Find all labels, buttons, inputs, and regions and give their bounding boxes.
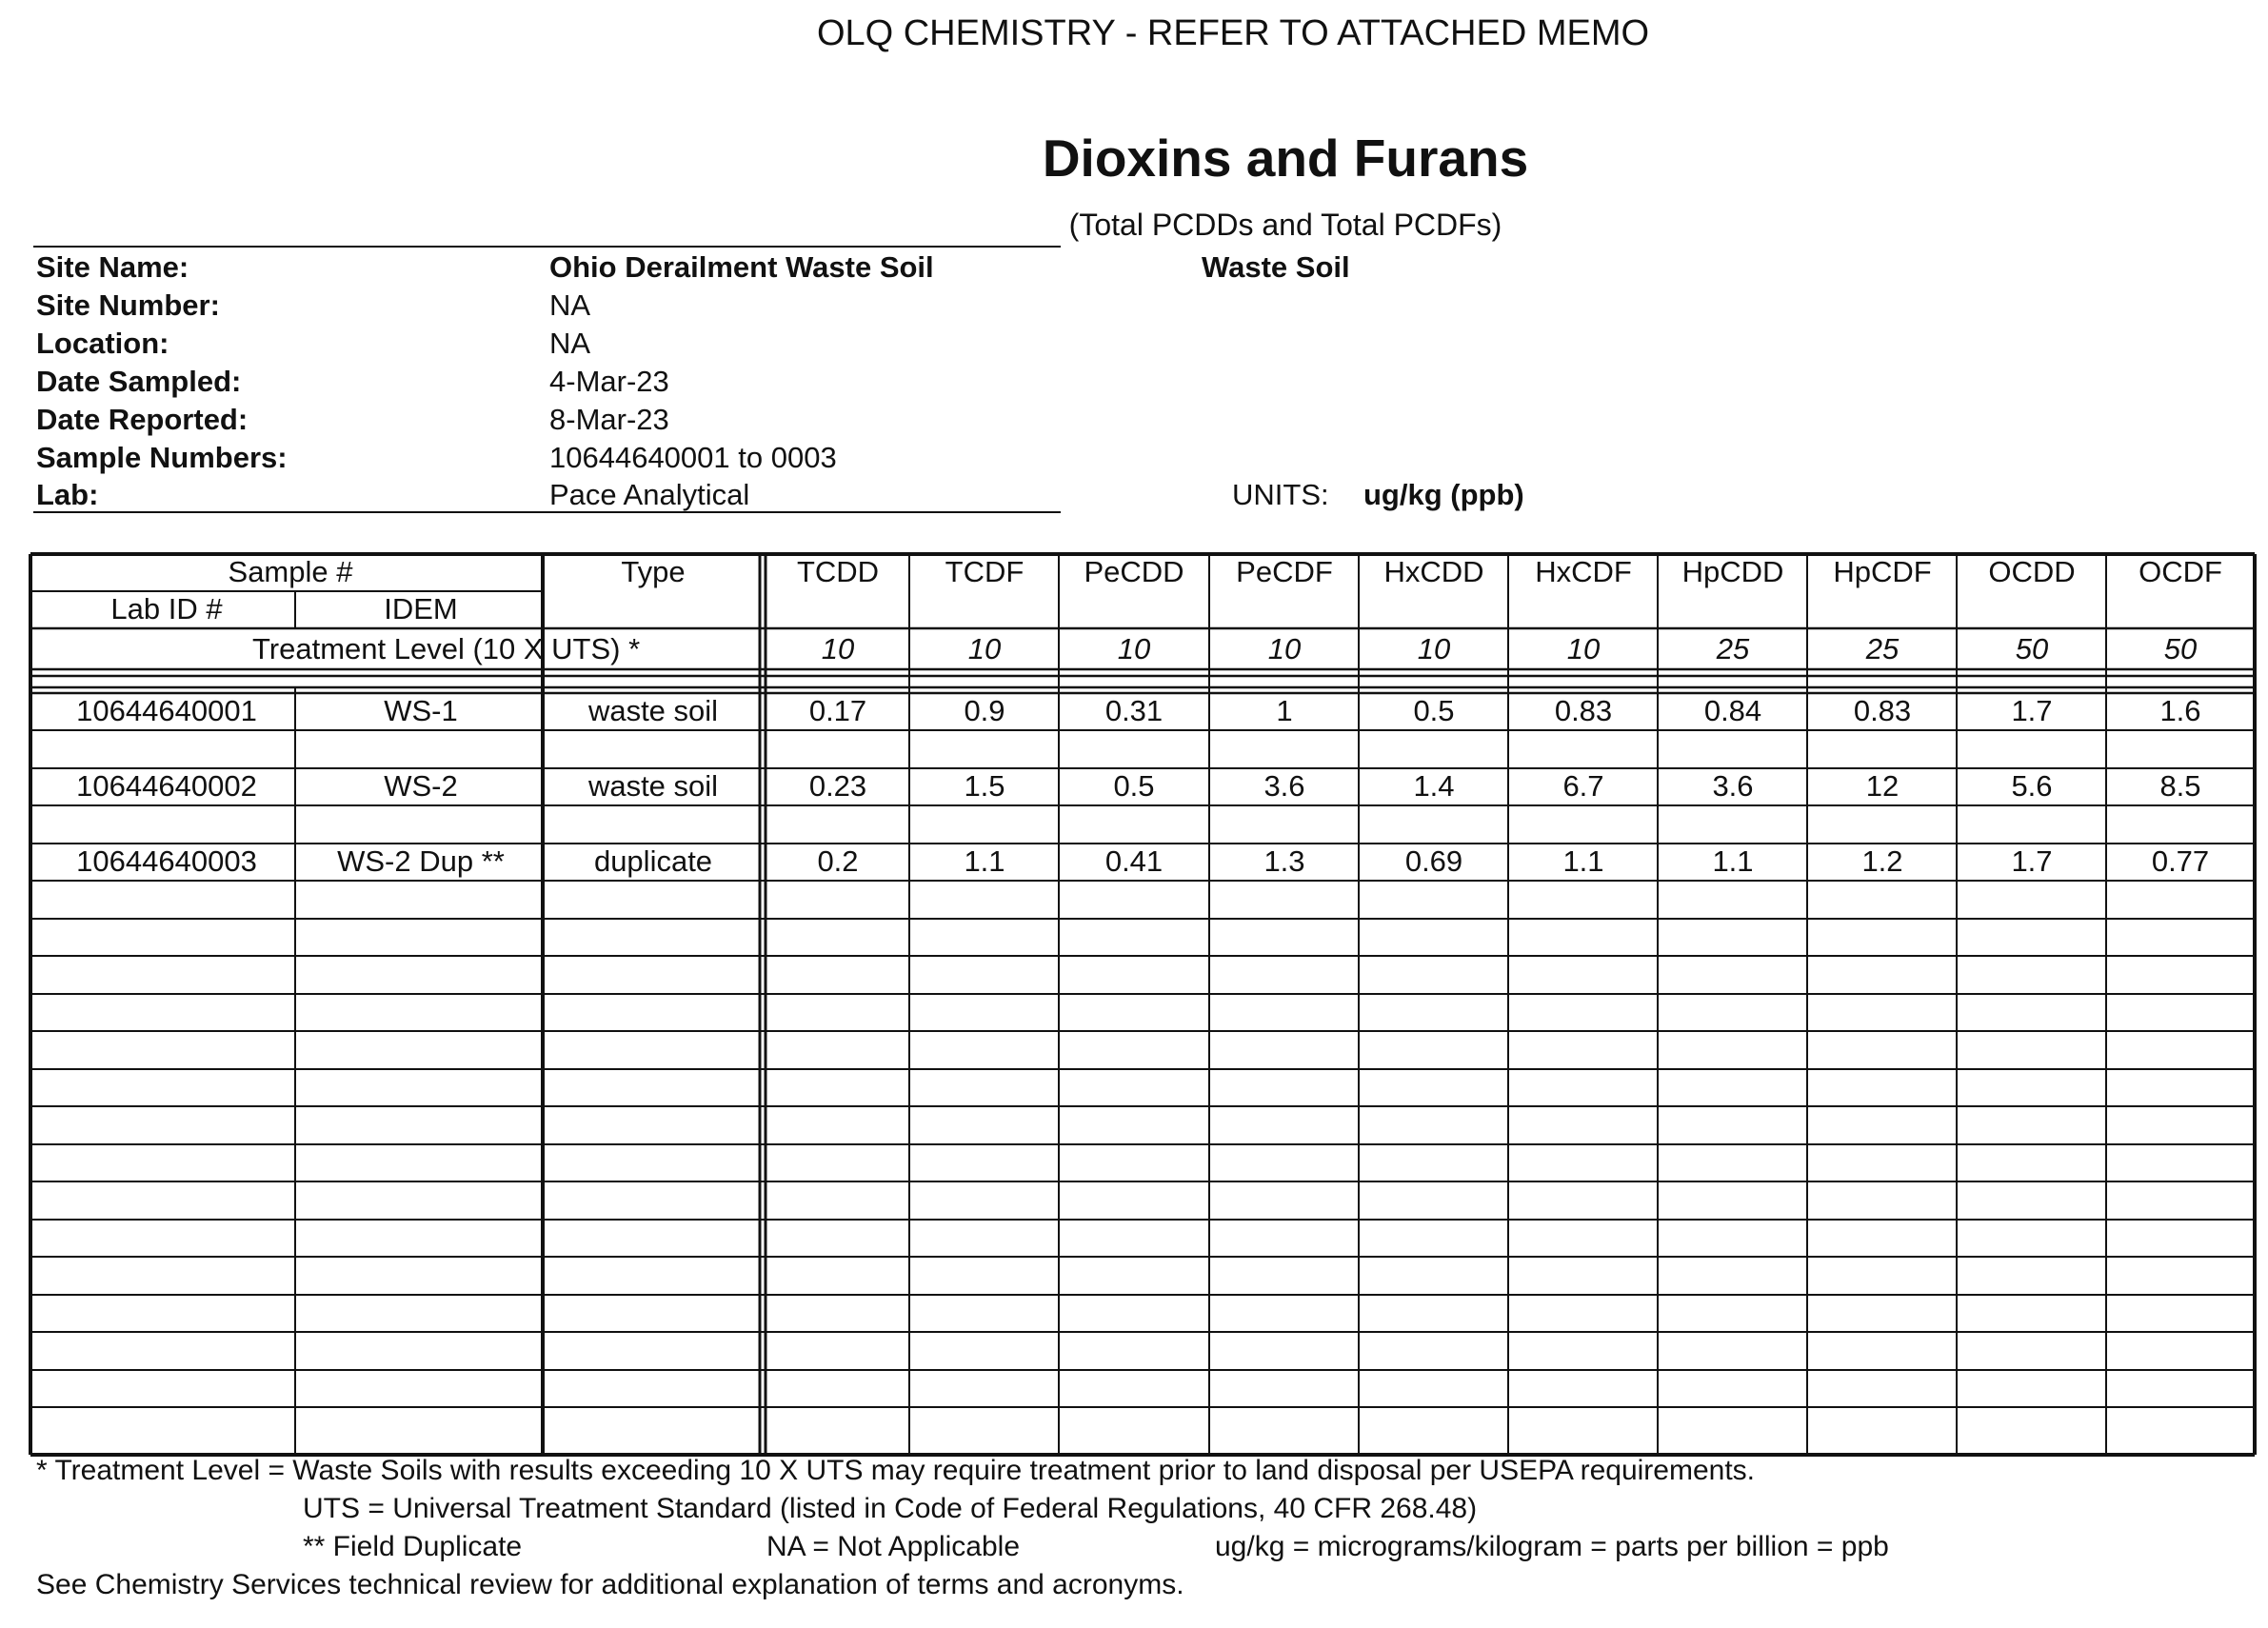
matrix-label: Waste Soil [1202,250,1350,284]
sample-3-idem: WS-2 Dup ** [337,844,505,878]
treatment-level-hpcdd: 25 [1716,632,1750,665]
sample-3-hxcdf: 1.1 [1562,844,1604,878]
treatment-level-hxcdf: 10 [1566,632,1601,665]
analyte-header-hpcdd: HpCDD [1681,555,1784,588]
sample-3-hxcdd: 0.69 [1404,844,1463,878]
sample-2-hpcdf: 12 [1865,769,1900,803]
memo-header: OLQ CHEMISTRY - REFER TO ATTACHED MEMO [816,13,1650,53]
treatment-footnote: * Treatment Level = Waste Soils with results exceeding 10 X UTS may require treatment prior to land disposal per USEPA requirements. [36,1455,1755,1486]
uts-footnote: UTS = Universal Treatment Standard (listed in Code of Federal Regulations, 40 CFR 268.48) [303,1493,1478,1524]
review-footnote: See Chemistry Services technical review for additional explanation of terms and acronyms. [36,1569,1184,1600]
page-subtitle: (Total PCDDs and Total PCDFs) [1068,208,1502,242]
sample-2-pecdd: 0.5 [1113,769,1155,803]
sample-1-hpcdf: 0.83 [1853,694,1912,727]
location-label: Location: [36,327,169,360]
sample-2-type: waste soil [587,769,719,803]
sample-1-pecdd: 0.31 [1104,694,1164,727]
sample-3-lab-id: 10644640003 [76,844,257,878]
sample-3-tcdf: 1.1 [964,844,1005,878]
site-name-label: Site Name: [36,250,189,284]
units-label: UNITS: [1232,478,1329,511]
treatment-level-hxcdd: 10 [1417,632,1451,665]
site-name-value: Ohio Derailment Waste Soil [549,250,934,284]
sample-1-idem: WS-1 [384,694,458,727]
analyte-header-hxcdd: HxCDD [1383,555,1484,588]
sample-1-pecdf: 1 [1276,694,1293,727]
sample-2-lab-id: 10644640002 [76,769,257,803]
sample-3-pecdf: 1.3 [1263,844,1305,878]
treatment-level-pecdf: 10 [1267,632,1302,665]
sample-2-tcdd: 0.23 [808,769,867,803]
sample-3-tcdd: 0.2 [817,844,859,878]
sample-3-hpcdf: 1.2 [1861,844,1903,878]
type-header: Type [621,555,686,588]
sample-2-hxcdf: 6.7 [1562,769,1604,803]
sample-3-pecdd: 0.41 [1104,844,1164,878]
treatment-level-pecdd: 10 [1117,632,1151,665]
sample-1-tcdd: 0.17 [808,694,867,727]
sample-2-ocdf: 8.5 [2159,769,2201,803]
sample-1-tcdf: 0.9 [964,694,1005,727]
treatment-level-ocdf: 50 [2163,632,2198,665]
site-number-value: NA [549,288,591,322]
date-reported-label: Date Reported: [36,403,249,436]
date-reported-value: 8-Mar-23 [549,403,669,436]
sample-header: Sample # [228,555,353,588]
analyte-header-hxcdf: HxCDF [1535,555,1632,588]
sample-1-hxcdf: 0.83 [1554,694,1613,727]
sample-2-idem: WS-2 [384,769,458,803]
date-sampled-label: Date Sampled: [36,365,242,398]
sample-2-pecdf: 3.6 [1263,769,1305,803]
duplicate-footnote: ** Field Duplicate [303,1531,523,1562]
sample-1-hpcdd: 0.84 [1703,694,1762,727]
treatment-level-hpcdf: 25 [1865,632,1900,665]
date-sampled-value: 4-Mar-23 [549,365,669,398]
sample-3-hpcdd: 1.1 [1712,844,1754,878]
location-value: NA [549,327,591,360]
sample-1-ocdf: 1.6 [2159,694,2201,727]
na-footnote: NA = Not Applicable [766,1531,1021,1562]
sample-1-lab-id: 10644640001 [76,694,257,727]
sample-3-ocdd: 1.7 [2011,844,2053,878]
sample-2-hpcdd: 3.6 [1712,769,1754,803]
site-number-label: Site Number: [36,288,220,322]
sample-2-ocdd: 5.6 [2011,769,2053,803]
page-title: Dioxins and Furans [1042,129,1529,188]
treatment-level-label: Treatment Level (10 X UTS) * [252,632,641,665]
analyte-header-ocdd: OCDD [1988,555,2076,588]
treatment-level-tcdd: 10 [821,632,855,665]
analyte-header-tcdd: TCDD [796,555,880,588]
idem-header: IDEM [384,592,458,625]
sample-1-ocdd: 1.7 [2011,694,2053,727]
units-value: ug/kg (ppb) [1363,478,1524,511]
analyte-header-ocdf: OCDF [2139,555,2222,588]
lab-value: Pace Analytical [549,478,750,511]
sample-numbers-value: 10644640001 to 0003 [549,441,837,474]
lab-id-header: Lab ID # [110,592,223,625]
sample-2-tcdf: 1.5 [964,769,1005,803]
sample-3-type: duplicate [593,844,713,878]
sample-numbers-label: Sample Numbers: [36,441,288,474]
sample-2-hxcdd: 1.4 [1413,769,1455,803]
analyte-header-tcdf: TCDF [945,555,1025,588]
lab-label: Lab: [36,478,99,511]
analyte-header-hpcdf: HpCDF [1833,555,1932,588]
sample-1-hxcdd: 0.5 [1413,694,1455,727]
analyte-header-pecdf: PeCDF [1236,555,1333,588]
treatment-level-tcdf: 10 [967,632,1002,665]
sample-1-type: waste soil [587,694,719,727]
analyte-header-pecdd: PeCDD [1084,555,1184,588]
sample-3-ocdf: 0.77 [2151,844,2210,878]
units-footnote: ug/kg = micrograms/kilogram = parts per billion = ppb [1215,1531,1889,1562]
treatment-level-ocdd: 50 [2015,632,2049,665]
